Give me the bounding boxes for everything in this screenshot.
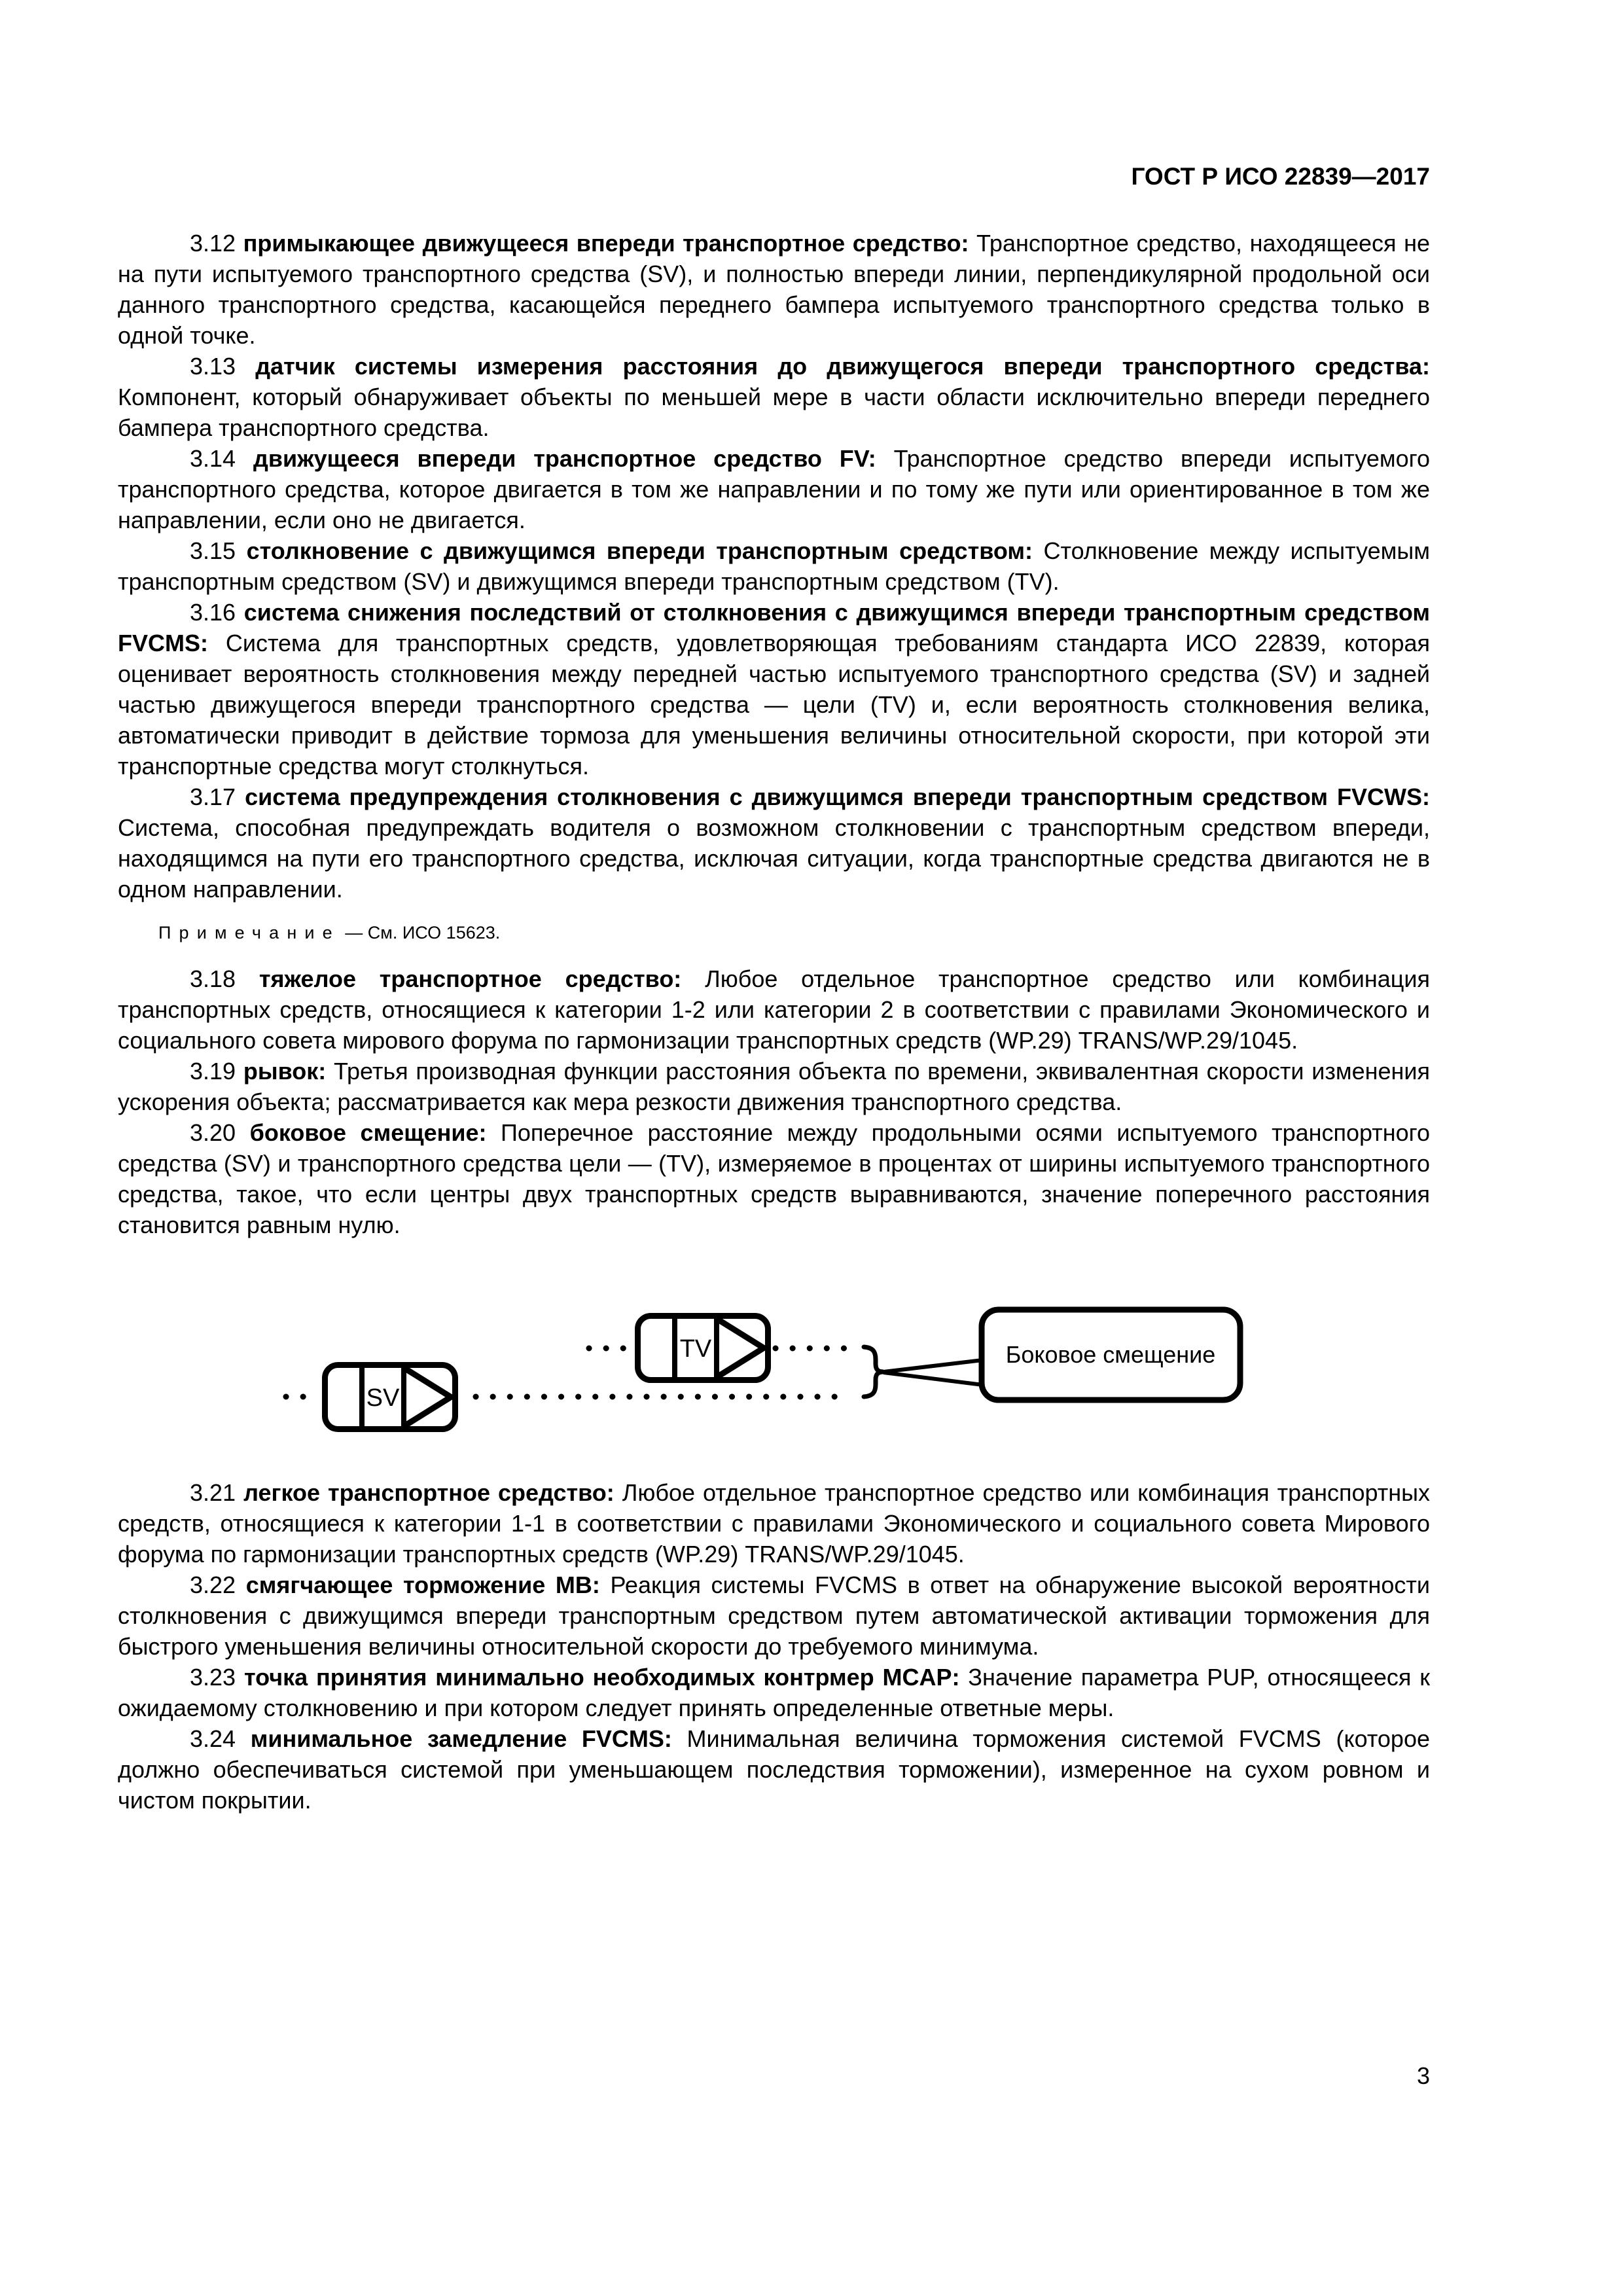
callout-tail-lower bbox=[883, 1372, 988, 1386]
clause-definition: Минимальная величина торможения системой FVCMS (которое должно обеспечиваться системой при уменьшающем последствия торможении), измеренное на сухом ровном и чистом покрытии. bbox=[118, 1725, 1430, 1814]
clause-definition: Любое отдельное транспортное средство или комбинация транспортных средств, относящиеся к категории 1-1 в соответствии с правилами Экономического и социального совета Мирового форума по гармонизации транспортных средств (WP.29) TRANS/WP.29/1045. bbox=[118, 1479, 1430, 1568]
clause-definition: Система для транспортных средств, удовлетворяющая требованиям стандарта ИСО 22839, которая оценивает вероятность столкновения между передней частью испытуемого транспортного средства (SV) и задней частью движущегося впереди транспортного средства — цели (TV) и, если вероятность столкновения велика, автоматически приводит в действие тормоза для уменьшения величины относительной скорости, при которой эти транспортные средства могут столкнуться. bbox=[118, 630, 1430, 780]
clause-3-15 bbox=[118, 535, 1430, 597]
clause-3-16 bbox=[118, 597, 1430, 781]
clause-term: минимальное замедление FVCMS: bbox=[250, 1725, 672, 1752]
lateral-offset-figure bbox=[118, 1264, 1430, 1447]
clause-number: 3.13 bbox=[190, 353, 236, 380]
callout-tail-upper bbox=[883, 1359, 988, 1372]
clause-term: рывок: bbox=[243, 1058, 327, 1085]
lateral-offset-diagram bbox=[118, 1264, 1430, 1447]
sv-vehicle-icon bbox=[325, 1365, 455, 1429]
page-number: 3 bbox=[1416, 2062, 1430, 2089]
clause-term: легкое транспортное средство: bbox=[243, 1479, 615, 1506]
clause-3-24 bbox=[118, 1723, 1430, 1816]
clause-number: 3.20 bbox=[190, 1119, 236, 1146]
clause-3-21 bbox=[118, 1477, 1430, 1570]
clause-definition: Компонент, который обнаруживает объекты по меньшей мере в части области исключительно впереди переднего бампера транспортного средства. bbox=[118, 384, 1430, 441]
clause-number: 3.24 bbox=[190, 1725, 236, 1752]
clause-number: 3.21 bbox=[190, 1479, 236, 1506]
clause-number: 3.19 bbox=[190, 1058, 236, 1085]
clause-3-19 bbox=[118, 1056, 1430, 1117]
clause-number: 3.18 bbox=[190, 965, 236, 992]
callout-label: Боковое смещение bbox=[1005, 1341, 1216, 1368]
clause-term: смягчающее торможение MB: bbox=[245, 1571, 600, 1598]
clause-number: 3.16 bbox=[190, 599, 236, 626]
clause-definition: Поперечное расстояние между продольными осями испытуемого транспортного средства (SV) и транспортного средства цели — (TV), измеряемое в процентах от ширины испытуемого транспортного средства, такое, что если центры двух транспортных средств выравниваются, значение поперечного расстояния становится равным нулю. bbox=[118, 1119, 1430, 1238]
clause-definition: Значение параметра PUP, относящееся к ожидаемому столкновению и при котором следует принять определенные ответные меры. bbox=[118, 1664, 1430, 1721]
clause-number: 3.22 bbox=[190, 1571, 236, 1598]
clause-definition: Транспортное средство впереди испытуемого транспортного средства, которое двигается в том же направлении и по тому же пути или ориентированное в том же направлении, если оно не двигается. bbox=[118, 445, 1430, 533]
clause-term: тяжелое транспортное средство: bbox=[259, 965, 682, 992]
clause-definition: Столкновение между испытуемым транспортным средством (SV) и движущимся впереди транспортным средством (TV). bbox=[118, 537, 1430, 595]
clause-term: движущееся впереди транспортное средство FV: bbox=[253, 445, 876, 472]
note-label: Примечание bbox=[158, 923, 340, 942]
clause-term: датчик системы измерения расстояния до движущегося впереди транспортного средства: bbox=[255, 353, 1430, 380]
clause-3-20 bbox=[118, 1117, 1430, 1240]
clause-definition: Реакция системы FVCMS в ответ на обнаружение высокой вероятности столкновения с движущимся впереди транспортным средством путем автоматической активации торможения для быстрого уменьшения величины относительной скорости до требуемого минимума. bbox=[118, 1571, 1431, 1660]
content-column bbox=[118, 162, 1430, 1816]
clause-term: система снижения последствий от столкновения с движущимся впереди транспортным средством FVCMS: bbox=[118, 599, 1430, 656]
clause-term: точка принятия минимально необходимых контрмер MCAP: bbox=[243, 1664, 960, 1691]
document-header: ГОСТ Р ИСО 22839—2017 bbox=[1131, 163, 1430, 190]
clause-3-17 bbox=[118, 781, 1430, 905]
clause-3-22 bbox=[118, 1570, 1430, 1662]
clause-number: 3.14 bbox=[190, 445, 236, 472]
tv-label: TV bbox=[679, 1335, 712, 1363]
clause-definition: Любое отдельное транспортное средство или комбинация транспортных средств, относящиеся к категории 1-2 или категории 2 в соответствии с правилами Экономического и социального совета мирового форума по гармонизации транспортных средств (WP.29) TRANS/WP.29/1045. bbox=[118, 965, 1431, 1054]
note-text: — См. ИСО 15623. bbox=[345, 923, 501, 942]
clause-number: 3.17 bbox=[190, 783, 236, 810]
brace-icon bbox=[864, 1347, 883, 1397]
clause-number: 3.23 bbox=[190, 1664, 236, 1691]
clause-3-23 bbox=[118, 1662, 1430, 1723]
clause-3-13 bbox=[118, 351, 1430, 443]
clause-definition: Третья производная функции расстояния объекта по времени, эквивалентная скорости изменения ускорения объекта; рассматривается как мера резкости движения транспортного средства. bbox=[118, 1058, 1430, 1115]
clause-3-12 bbox=[118, 228, 1430, 351]
clause-term: примыкающее движущееся впереди транспортное средство: bbox=[243, 230, 969, 257]
clause-term: система предупреждения столкновения с движущимся впереди транспортным средством FVCWS: bbox=[245, 783, 1430, 810]
clause-definition: Транспортное средство, находящееся не на пути испытуемого транспортного средства (SV), и полностью впереди линии, перпендикулярной продольной оси данного транспортного средства, касающейся переднего бампера испытуемого транспортного средства только в одной точке. bbox=[118, 230, 1430, 349]
clause-3-14 bbox=[118, 443, 1430, 535]
clause-number: 3.15 bbox=[190, 537, 236, 564]
clause-definition: Система, способная предупреждать водителя о возможном столкновении с транспортным средством впереди, находящимся на пути его транспортного средства, исключая ситуации, когда транспортные средства двигаются не в одном направлении. bbox=[118, 814, 1430, 903]
sv-label: SV bbox=[366, 1384, 400, 1412]
tv-vehicle-icon bbox=[638, 1316, 768, 1380]
clause-3-18 bbox=[118, 963, 1430, 1056]
clause-number: 3.12 bbox=[190, 230, 236, 257]
note-paragraph bbox=[118, 922, 1430, 944]
clause-term: столкновение с движущимся впереди транспортным средством: bbox=[246, 537, 1033, 564]
clause-term: боковое смещение: bbox=[249, 1119, 487, 1146]
